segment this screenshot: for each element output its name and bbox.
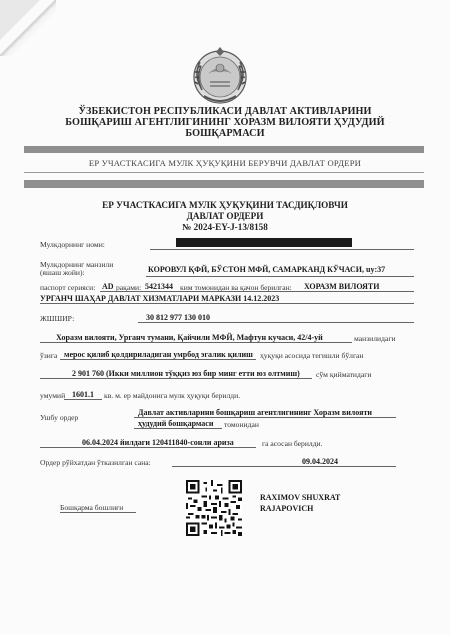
location-underline — [40, 342, 352, 343]
owner-name-redaction — [176, 238, 352, 247]
owner-address-underline — [146, 276, 414, 277]
basis-suffix: ҳуқуқи асосида тегишли бўлган — [260, 351, 364, 360]
pinfl-value: 30 812 977 130 010 — [146, 313, 210, 322]
header-band-bottom — [24, 180, 424, 188]
title-number: № 2024-EY-J-13/8158 — [182, 222, 268, 232]
area-underline — [64, 399, 102, 400]
basis-value: мерос қилиб қолдириладиган умрбод эгалик қилиш — [64, 350, 253, 359]
passport-issued-by-2: УРГАНЧ ШАҲАР ДАВЛАТ ХИЗМАТЛАРИ МАРКАЗИ 14.12.2023 — [40, 294, 280, 303]
registration-date-label: Ордер рўйхатдан ўтказилган сана: — [40, 458, 151, 467]
passport-issued-label: ким томонидан ва қачон берилган: — [180, 283, 292, 292]
qr-code-icon — [186, 480, 242, 536]
passport-issued-by-1: ХОРАЗМ ВИЛОЯТИ — [304, 282, 380, 291]
order-issuer-underline-1 — [134, 417, 396, 418]
basis-prefix: ўзига — [40, 351, 58, 360]
order-header: ЕР УЧАСТКАСИГА МУЛК ҲУҚУҚИНИ БЕРУВЧИ ДАВЛАТ ОРДЕРИ — [88, 158, 362, 168]
passport-issued-underline — [40, 303, 414, 304]
order-issuer-underline-2 — [134, 428, 222, 429]
order-issuer-line1: Давлат активларини бошқариш агентлигининг Хоразм вилояти — [138, 408, 373, 417]
passport-label: паспорт серияси: — [40, 283, 96, 292]
org-name-line2: БОШҚАРИШ АГЕНТЛИГИНИНГ ХОРАЗМ ВИЛОЯТИ ҲУДУДИЙ — [65, 117, 385, 128]
head-name-line2: RAJAPOVICH — [260, 504, 314, 513]
head-label: Бошқарма бошлиғи — [60, 503, 124, 512]
area-prefix: умумий — [40, 391, 66, 400]
location-suffix: манзилидаги — [354, 334, 396, 343]
pinfl-underline — [138, 322, 414, 323]
header-band-top — [24, 146, 424, 153]
owner-address-label-1: Мулкдорнинг манзили — [40, 260, 114, 269]
owner-address-value: КОРОВУЛ ҚФЙ, БЎСТОН МФЙ, САМАРКАНД КЎЧАСИ, uy:37 — [148, 265, 386, 274]
application-value: 06.04.2024 йилдаги 120411840-сонли ариза — [82, 438, 234, 447]
area-value: 1601.1 — [72, 390, 94, 399]
basis-underline — [60, 359, 256, 360]
price-underline — [40, 378, 312, 379]
registration-date-underline — [172, 466, 396, 467]
price-suffix: сўм қийматидаги — [316, 370, 372, 379]
divider-line — [24, 172, 424, 173]
title-line1: ЕР УЧАСТКАСИГА МУЛК ҲУҚУҚИНИ ТАСДИҚЛОВЧИ — [102, 200, 348, 210]
title-line2: ДАВЛАТ ОРДЕРИ — [186, 211, 264, 221]
head-name-line1: RAXIMOV SHUXRAT — [260, 493, 341, 502]
order-label: Ушбу ордер — [40, 413, 79, 422]
application-underline — [40, 447, 256, 448]
state-emblem-icon — [188, 44, 252, 108]
registration-date-value: 09.04.2024 — [302, 457, 338, 466]
org-name-line1: ЎЗБЕКИСТОН РЕСПУБЛИКАСИ ДАВЛАТ АКТИВЛАРИНИ — [78, 106, 372, 117]
passport-series: AD — [102, 282, 114, 291]
price-value: 2 901 760 (Икки миллион тўққиз юз бир минг етти юз олтмиш) — [72, 369, 300, 378]
owner-address-label-2: (яшаш жойи): — [40, 268, 85, 277]
passport-number-label: рақами: — [116, 283, 142, 292]
folded-corner-shadow — [0, 0, 56, 56]
area-suffix: кв. м. ер майдонига мулк ҳуқуқи берилди. — [104, 391, 241, 400]
order-issuer-line2: ҳудудий бошқармаси — [138, 419, 214, 428]
location-value: Хоразм вилояти, Урганч тумани, Қайчили МФЙ, Мафтун кучаси, 42/4-уй — [56, 333, 323, 342]
pinfl-label: ЖШШИР: — [40, 314, 75, 323]
passport-number: 5421344 — [145, 282, 173, 291]
org-name-line3: БОШҚАРМАСИ — [185, 128, 265, 139]
order-issuer-suffix: томонидан — [224, 420, 259, 429]
application-suffix: га асосан берилди. — [262, 439, 323, 448]
owner-name-label: Мулкдорнинг номи: — [40, 240, 105, 249]
head-underline — [60, 512, 136, 513]
passport-underline — [100, 291, 414, 292]
owner-name-underline — [150, 249, 414, 250]
